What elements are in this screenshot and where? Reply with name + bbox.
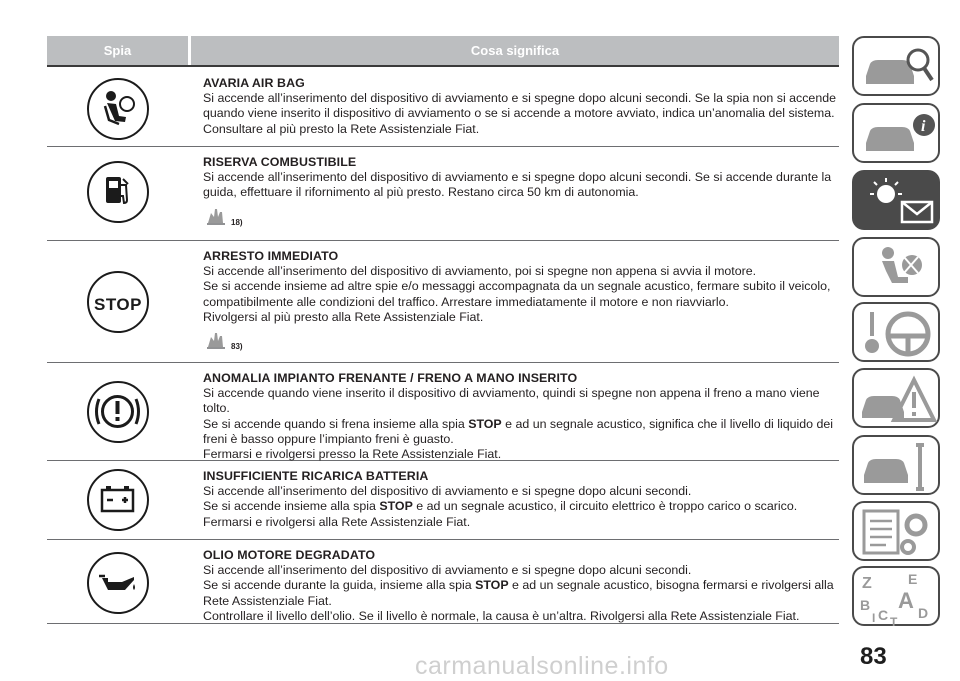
table-row <box>47 241 839 363</box>
row-text: Controllare il livello dell’olio. Se il livello è normale, la causa è un’altra. Rivolgersi alla Rete Assistenziale Fiat. <box>203 608 800 623</box>
table-row <box>47 461 839 540</box>
row-content <box>203 155 839 228</box>
oil-can-icon <box>87 552 149 614</box>
tab-emergency[interactable] <box>852 368 940 428</box>
airbag-warning-icon <box>87 78 149 140</box>
warning-light-message-icon <box>858 174 938 230</box>
technical-data-gear-icon <box>858 505 938 561</box>
row-content <box>203 76 839 137</box>
row-title: ARRESTO IMMEDIATO <box>203 249 339 263</box>
tab-car-info[interactable] <box>852 103 940 163</box>
svg-text:A: A <box>898 588 914 613</box>
row-content <box>203 249 839 352</box>
row-title: INSUFFICIENTE RICARICA BATTERIA <box>203 469 429 483</box>
row-text: Si accende all’inserimento del dispositivo di avviamento, poi si spegne non appena si avvia il motore. <box>203 264 757 279</box>
airbag-passenger-icon <box>858 241 938 297</box>
table-row <box>47 147 839 241</box>
tab-safety[interactable] <box>852 237 940 297</box>
row-text: Fermarsi e rivolgersi alla Rete Assistenziale Fiat. <box>203 514 471 529</box>
table-row <box>47 540 839 624</box>
table-row <box>47 68 839 147</box>
row-content <box>203 469 839 530</box>
warning-reference <box>203 330 839 352</box>
tab-warning-lights[interactable] <box>852 170 940 230</box>
stop-warning-icon <box>87 271 149 333</box>
row-text: Rivolgersi al più presto alla Rete Assistenziale Fiat. <box>203 309 484 324</box>
reference-number: 83) <box>231 342 243 352</box>
row-text: Se si accende insieme alla spia STOP e ad un segnale acustico, il circuito elettrico è troppo carico o scarico. <box>203 499 798 514</box>
svg-text:Z: Z <box>862 575 872 592</box>
row-text: Si accende all’inserimento del dispositivo di avviamento e si spegne dopo alcuni secondi. Se la spia non si accende quando viene inserito il dispositivo di avviamento o se si accende a motore avviato, indica un’anomalia del sistema. Consultare al più presto la Rete Assistenziale Fiat. <box>203 91 836 136</box>
watermark: carmanualsonline.info <box>415 652 669 680</box>
car-info-icon <box>858 107 938 163</box>
hand-warning-icon <box>205 206 227 226</box>
tab-index[interactable] <box>852 566 940 626</box>
svg-text:I: I <box>872 611 876 625</box>
row-content <box>203 548 839 624</box>
page-number: 83 <box>860 643 887 670</box>
svg-text:C: C <box>878 607 889 623</box>
row-title: OLIO MOTORE DEGRADATO <box>203 548 376 562</box>
brake-warning-icon <box>87 381 149 443</box>
battery-warning-icon <box>87 469 149 531</box>
alphabetical-index-icon <box>858 570 938 626</box>
row-text: Si accende all’inserimento del dispositivo di avviamento e si spegne dopo alcuni secondi. Se si accende durante la guida, effettuare il rifornimento al più presto. Restano circa 50 km di autonomia. <box>203 170 832 200</box>
stop-reference: STOP <box>468 416 502 431</box>
svg-text:D: D <box>918 605 929 621</box>
svg-text:B: B <box>860 597 871 613</box>
car-search-icon <box>858 40 938 96</box>
row-text: Si accende all’inserimento del dispositivo di avviamento e si spegne dopo alcuni secondi. <box>203 563 692 578</box>
row-text: Fermarsi e rivolgersi presso la Rete Assistenziale Fiat. <box>203 447 502 462</box>
stop-reference: STOP <box>475 578 509 593</box>
tab-starting-driving[interactable] <box>852 302 940 362</box>
tab-maintenance[interactable] <box>852 435 940 495</box>
stop-reference: STOP <box>379 499 413 514</box>
row-text: Si accende all’inserimento del dispositivo di avviamento e si spegne dopo alcuni secondi. <box>203 484 692 499</box>
row-title: RISERVA COMBUSTIBILE <box>203 155 357 169</box>
svg-text:i: i <box>921 118 926 135</box>
tab-technical-data[interactable] <box>852 501 940 561</box>
fuel-pump-icon <box>87 161 149 223</box>
header-spia: Spia <box>47 36 191 65</box>
car-maintenance-icon <box>858 439 938 495</box>
header-cosa-significa: Cosa significa <box>470 43 560 58</box>
stop-label: STOP <box>94 295 142 314</box>
row-text: Se si accende durante la guida, insieme alla spia STOP e ad un segnale acustico, bisogna fermarsi e rivolgersi alla Rete Assistenziale Fiat. <box>203 578 834 608</box>
row-content <box>203 371 839 462</box>
row-title: AVARIA AIR BAG <box>203 76 305 90</box>
row-text: Se si accende insieme ad altre spie e/o messaggi accompagnata da un segnale acustico, fermare subito il veicolo, compatibilmente alle condizioni del traffico. Arrestare immediatamente il motore e non riavviarlo. <box>203 279 831 309</box>
warning-reference <box>203 206 839 228</box>
steering-wheel-key-icon <box>858 306 938 362</box>
reference-number: 18) <box>231 217 243 227</box>
tab-car-search[interactable] <box>852 36 940 96</box>
svg-text:E: E <box>908 571 918 587</box>
car-accident-warning-icon <box>858 372 938 428</box>
row-text: Si accende quando viene inserito il dispositivo di avviamento, quindi si spegne non appena il freno a mano viene tolto. <box>203 386 820 416</box>
svg-text:T: T <box>890 615 898 626</box>
table-row <box>47 363 839 461</box>
table-header <box>47 36 839 67</box>
hand-warning-icon <box>205 330 227 350</box>
row-title: ANOMALIA IMPIANTO FRENANTE / FRENO A MANO INSERITO <box>203 371 578 385</box>
row-text: Se si accende quando si frena insieme alla spia STOP e ad un segnale acustico, significa che il livello di liquido dei freni è basso oppure l’impianto freni è guasto. <box>203 416 834 446</box>
